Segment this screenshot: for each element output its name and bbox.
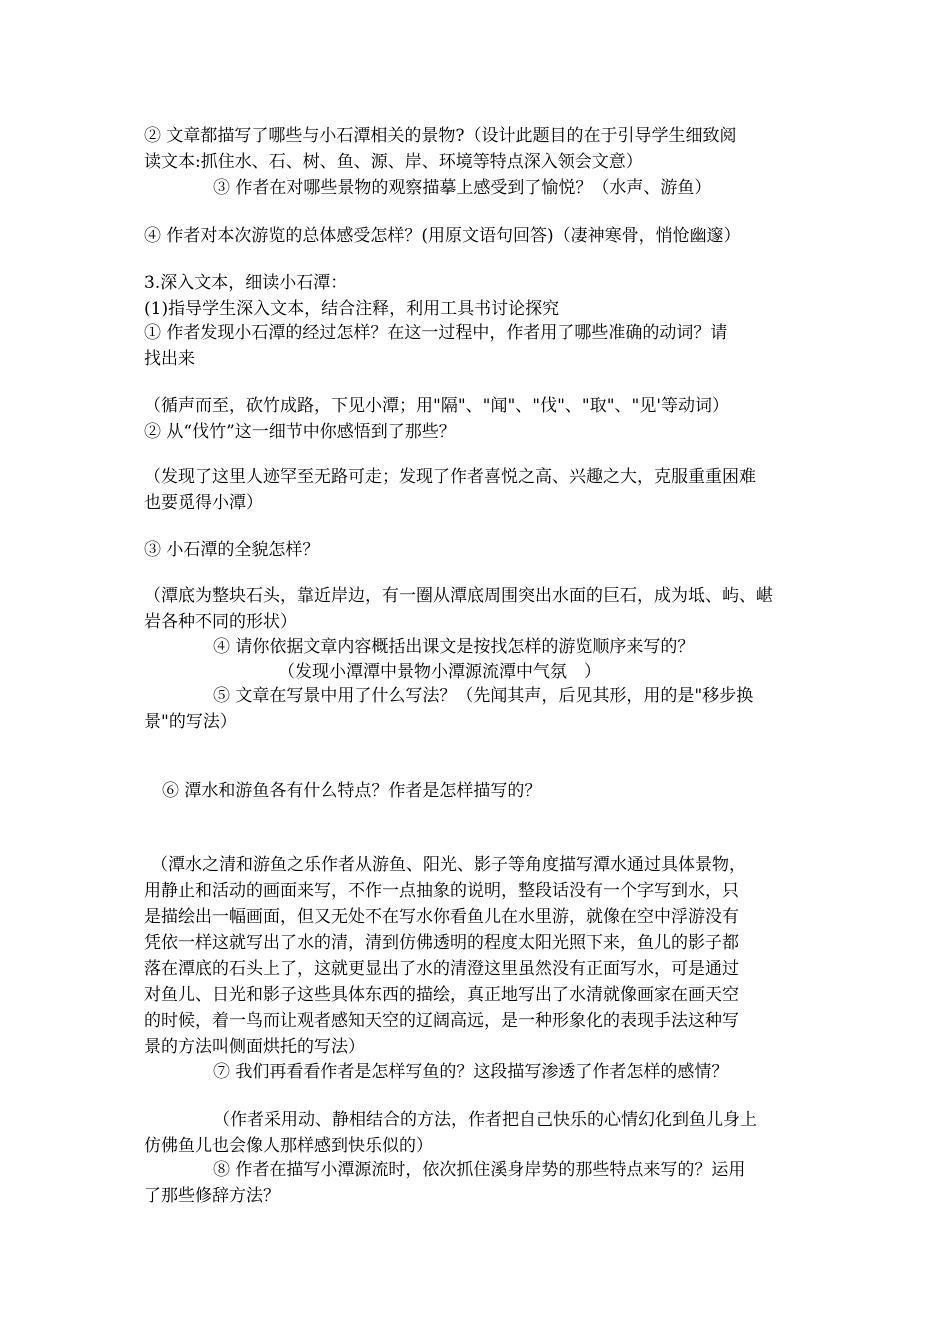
answer-7-line-2: 仿佛鱼儿也会像人那样感到快乐似的） bbox=[144, 1136, 433, 1156]
answer-6-line-8: 景的方法叫侧面烘托的写法） bbox=[144, 1037, 365, 1057]
question-3b-line: ③ 小石潭的全貌怎样？ bbox=[144, 540, 320, 560]
question-2-line-2: 读文本:抓住水、石、树、鱼、源、岸、环境等特点深入领会文意） bbox=[144, 152, 643, 172]
question-1-line-2: 找出来 bbox=[144, 349, 195, 369]
question-2-line-1: ② 文章都描写了哪些与小石潭相关的景物?（设计此题目的在于引导学生细致阅 bbox=[144, 126, 737, 146]
question-3-line: ③ 作者在对哪些景物的观察描摹上感受到了愉悦？（水声、游鱼） bbox=[213, 178, 712, 198]
answer-6-line-6: 对鱼儿、日光和影子这些具体东西的描绘，真正地写出了水清就像画家在画天空 bbox=[144, 985, 739, 1005]
answer-6-line-5: 落在潭底的石头上了，这就更显出了水的清澄这里虽然没有正面写水，可是通过 bbox=[144, 959, 739, 979]
question-8-line-1: ⑧ 作者在描写小潭源流时，依次抓住溪身岸势的那些特点来写的？运用 bbox=[213, 1160, 746, 1180]
answer-6-line-1: （潭水之清和游鱼之乐作者从游鱼、阳光、影子等角度描写潭水通过具体景物， bbox=[151, 855, 746, 875]
question-5-line-2: 景"的写法） bbox=[144, 712, 237, 732]
question-8-line-2: 了那些修辞方法？ bbox=[144, 1186, 280, 1206]
question-7-line: ⑦ 我们再看看作者是怎样写鱼的？这段描写渗透了作者怎样的感情？ bbox=[213, 1062, 729, 1082]
answer-4b-line: （发现小潭潭中景物小潭源流潭中气氛 ） bbox=[278, 662, 601, 682]
answer-7-line-1: （作者采用动、静相结合的方法，作者把自己快乐的心情幻化到鱼儿身上 bbox=[213, 1110, 757, 1130]
question-6-line: ⑥ 潭水和游鱼各有什么特点？作者是怎样描写的？ bbox=[162, 781, 542, 801]
answer-2b-line-1: （发现了这里人迹罕至无路可走；发现了作者喜悦之高、兴趣之大，克服重重困难 bbox=[144, 467, 756, 487]
answer-6-line-2: 用静止和活动的画面来写，不作一点抽象的说明，整段话没有一个字写到水，只 bbox=[144, 881, 739, 901]
answer-6-line-3: 是描绘出一幅画面，但又无处不在写水你看鱼儿在水里游，就像在空中浮游没有 bbox=[144, 907, 739, 927]
question-4b-line: ④ 请你依据文章内容概括出课文是按找怎样的游览顺序来写的？ bbox=[213, 637, 695, 657]
question-5-line-1: ⑤ 文章在写景中用了什么写法？（先闻其声，后见其形，用的是"移步换 bbox=[213, 686, 754, 706]
section-heading: 3.深入文本，细读小石潭： bbox=[144, 273, 348, 293]
answer-1-line: （循声而至，砍竹成路，下见小潭；用"隔"、"闻"、"伐"、"取"、"见'等动词） bbox=[144, 396, 730, 416]
question-1-line-1: ① 作者发现小石潭的经过怎样？在这一过程中，作者用了哪些准确的动词？请 bbox=[144, 323, 728, 343]
answer-6-line-4: 凭依一样这就写出了水的清，清到仿佛透明的程度太阳光照下来，鱼儿的影子都 bbox=[144, 933, 739, 953]
answer-2b-line-2: 也要觅得小潭） bbox=[144, 493, 263, 513]
answer-6-line-7: 的时候，着一鸟而让观者感知天空的辽阔高远，是一种形象化的表现手法这种写 bbox=[144, 1011, 739, 1031]
question-4-line: ④ 作者对本次游览的总体感受怎样？(用原文语句回答)（凄神寒骨，悄怆幽邃） bbox=[144, 226, 741, 246]
question-2b-line: ② 从“伐竹”这一细节中你感悟到了那些？ bbox=[144, 422, 456, 442]
answer-3b-line-2: 岩各种不同的形状） bbox=[144, 612, 297, 632]
answer-3b-line-1: （潭底为整块石头，靠近岸边，有一圈从潭底周围突出水面的巨石，成为坻、屿、嵁 bbox=[144, 586, 773, 606]
subsection-heading: (1)指导学生深入文本，结合注释，利用工具书讨论探究 bbox=[144, 299, 560, 319]
